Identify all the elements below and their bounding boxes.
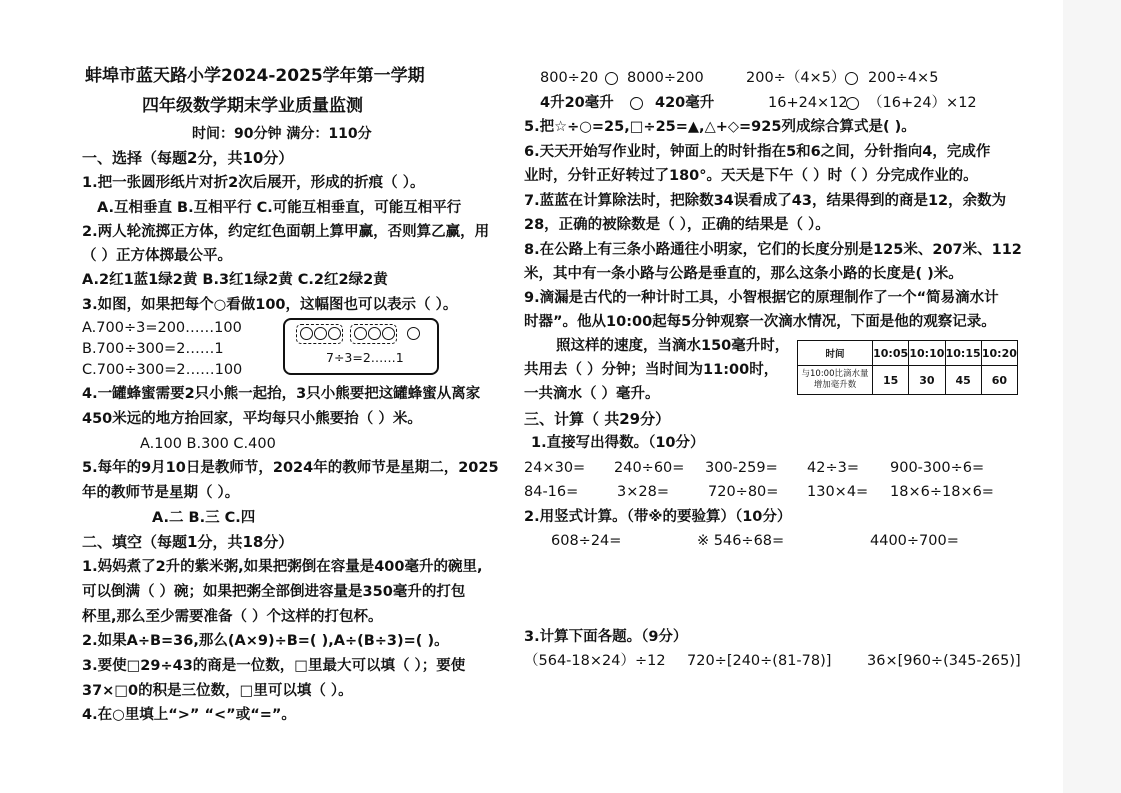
fill-q6-line2: 业时，分针正好转过了180°。天天是下午（ ）时（ ）分完成作业的。 (524, 168, 978, 184)
group-of-three-circles-2 (350, 324, 397, 344)
choice-q1: 1.把一张圆形纸片对折2次后展开，形成的折痕（ ）。 (82, 175, 425, 191)
oral-calc-item: 18×6÷18×6= (890, 484, 994, 500)
vertical-calc-item: ※ 546÷68= (697, 533, 785, 549)
oral-calc-item: 24×30= (524, 460, 586, 476)
calc-part1-heading: 1.直接写出得数。（10分） (531, 435, 705, 451)
compare-2-right: 200÷4×5 (868, 70, 939, 86)
table-value-cell: 60 (981, 366, 1017, 395)
remainder-circle-icon (407, 327, 420, 340)
group-of-three-circles-1 (296, 324, 343, 344)
oral-calc-item: 42÷3= (807, 460, 859, 476)
oral-calc-item: 300-259= (705, 460, 778, 476)
calc-part2-heading: 2.用竖式计算。（带※的要验算）（10分） (524, 509, 792, 525)
mixed-calc-item: （564-18×24）÷12 (524, 653, 666, 669)
fill-q5: 5.把☆÷○=25,□÷25=▲,△+◇=925列成综合算式是( )。 (524, 119, 916, 135)
choice-q2-options: A.2红1蓝1绿2黄 B.3红1绿2黄 C.2红2绿2黄 (82, 272, 388, 288)
compare-3-right: 420毫升 (655, 95, 715, 111)
choice-q3: 3.如图，如果把每个○看做100，这幅图也可以表示（ ）。 (82, 297, 458, 313)
calc-part3-heading: 3.计算下面各题。（9分） (524, 629, 688, 645)
fill-q7-line2: 28，正确的被除数是（ ），正确的结果是（ ）。 (524, 217, 830, 233)
exam-subtitle: 四年级数学期末学业质量监测 (142, 96, 363, 116)
compare-circle-icon (630, 97, 643, 110)
section-calc-heading: 三、计算（ 共29分） (524, 410, 671, 428)
oral-calc-item: 240÷60= (614, 460, 685, 476)
table-time-cell: 10:10 (909, 341, 945, 366)
fill-q9-line4: 共用去（ ）分钟；当时间为11:00时， (524, 362, 779, 378)
table-time-cell: 10:20 (981, 341, 1017, 366)
exam-meta: 时间：90分钟 满分：110分 (192, 126, 372, 142)
choice-q1-options: A.互相垂直 B.互相平行 C.可能互相垂直，可能互相平行 (97, 200, 462, 216)
compare-3-left: 4升20毫升 (540, 95, 614, 111)
compare-circle-icon (846, 97, 859, 110)
choice-q4-options: A.100 B.300 C.400 (140, 436, 276, 452)
table-value-cell: 30 (909, 366, 945, 395)
table-header-time: 时间 (798, 341, 873, 366)
table-row-label: 与10:00比滴水量增加毫升数 (798, 366, 873, 395)
vertical-calc-item: 608÷24= (551, 533, 622, 549)
exam-title: 蚌埠市蓝天路小学2024-2025学年第一学期 (85, 66, 425, 86)
fill-q1-line1: 1.妈妈煮了2升的紫米粥,如果把粥倒在容量是400毫升的碗里, (82, 559, 483, 575)
oral-calc-item: 3×28= (617, 484, 669, 500)
mixed-calc-item: 720÷[240÷(81-78)] (687, 653, 832, 669)
fill-q8-line1: 8.在公路上有三条小路通往小明家，它们的长度分别是125米、207米、112 (524, 242, 1022, 258)
fill-q3-line2: 37×□0的积是三位数，□里可以填（ ）。 (82, 683, 353, 699)
fill-q4: 4.在○里填上“>” “<”或“=”。 (82, 707, 296, 723)
vertical-calc-item: 4400÷700= (870, 533, 959, 549)
section-fill-heading: 二、填空（每题1分，共18分） (82, 533, 294, 551)
compare-4-right: （16+24）×12 (868, 95, 977, 111)
choice-q3-option-c: C.700÷300=2……100 (82, 362, 243, 378)
oral-calc-item: 720÷80= (708, 484, 779, 500)
compare-circle-icon (605, 72, 618, 85)
fill-q7-line1: 7.蓝蓝在计算除法时，把除数34误看成了43，结果得到的商是12，余数为 (524, 193, 1007, 209)
oral-calc-item: 84-16= (524, 484, 579, 500)
choice-q5-line2: 年的教师节是星期（ ）。 (82, 485, 240, 501)
table-value-cell: 15 (873, 366, 909, 395)
fill-q3-line1: 3.要使□29÷43的商是一位数，□里最大可以填（ ）；要使 (82, 658, 466, 674)
oral-calc-item: 900-300÷6= (890, 460, 985, 476)
fill-q9-line5: 一共滴水（ ）毫升。 (524, 386, 660, 402)
scan-edge (1063, 0, 1121, 793)
choice-q5-options: A.二 B.三 C.四 (152, 510, 256, 526)
section-choice-heading: 一、选择（每题2分，共10分） (82, 149, 294, 167)
q3-figure-caption: 7÷3=2……1 (326, 350, 404, 365)
fill-q9-line3: 照这样的速度，当滴水150毫升时， (556, 338, 790, 354)
compare-1-left: 800÷20 (540, 70, 599, 86)
choice-q2-line2: （ ）正方体掷最公平。 (82, 248, 233, 264)
fill-q9-line2: 时器”。他从10:00起每5分钟观察一次滴水情况，下面是他的观察记录。 (524, 314, 996, 330)
fill-q2: 2.如果A÷B=36,那么(A×9)÷B=( ),A÷(B÷3)=( )。 (82, 633, 449, 649)
fill-q9-line1: 9.滴漏是古代的一种计时工具，小智根据它的原理制作了一个“简易滴水计 (524, 290, 999, 306)
drip-record-table (797, 340, 1018, 395)
fill-q6-line1: 6.天天开始写作业时，钟面上的时针指在5和6之间，分针指向4，完成作 (524, 144, 991, 160)
oral-calc-item: 130×4= (807, 484, 869, 500)
compare-1-right: 8000÷200 (627, 70, 704, 86)
table-value-cell: 45 (945, 366, 981, 395)
fill-q1-line2: 可以倒满（ ）碗；如果把粥全部倒进容量是350毫升的打包 (82, 584, 466, 600)
choice-q3-option-a: A.700÷3=200……100 (82, 320, 242, 336)
mixed-calc-item: 36×[960÷(345-265)] (867, 653, 1021, 669)
fill-q1-line3: 杯里,那么至少需要准备（ ）个这样的打包杯。 (82, 609, 383, 625)
compare-4-left: 16+24×12 (768, 95, 848, 111)
table-time-cell: 10:15 (945, 341, 981, 366)
choice-q4-line1: 4.一罐蜂蜜需要2只小熊一起抬，3只小熊要把这罐蜂蜜从离家 (82, 386, 481, 402)
compare-circle-icon (845, 72, 858, 85)
choice-q4-line2: 450米远的地方抬回家，平均每只小熊要抬（ ）米。 (82, 411, 422, 427)
choice-q5-line1: 5.每年的9月10日是教师节，2024年的教师节是星期二，2025 (82, 460, 499, 476)
choice-q3-option-b: B.700÷300=2……1 (82, 341, 224, 357)
fill-q8-line2: 米，其中有一条小路与公路是垂直的，那么这条小路的长度是( )米。 (524, 266, 963, 282)
compare-2-left: 200÷（4×5） (746, 70, 846, 86)
choice-q2-line1: 2.两人轮流掷正方体，约定红色面朝上算甲赢，否则算乙赢，用 (82, 224, 490, 240)
table-time-cell: 10:05 (873, 341, 909, 366)
